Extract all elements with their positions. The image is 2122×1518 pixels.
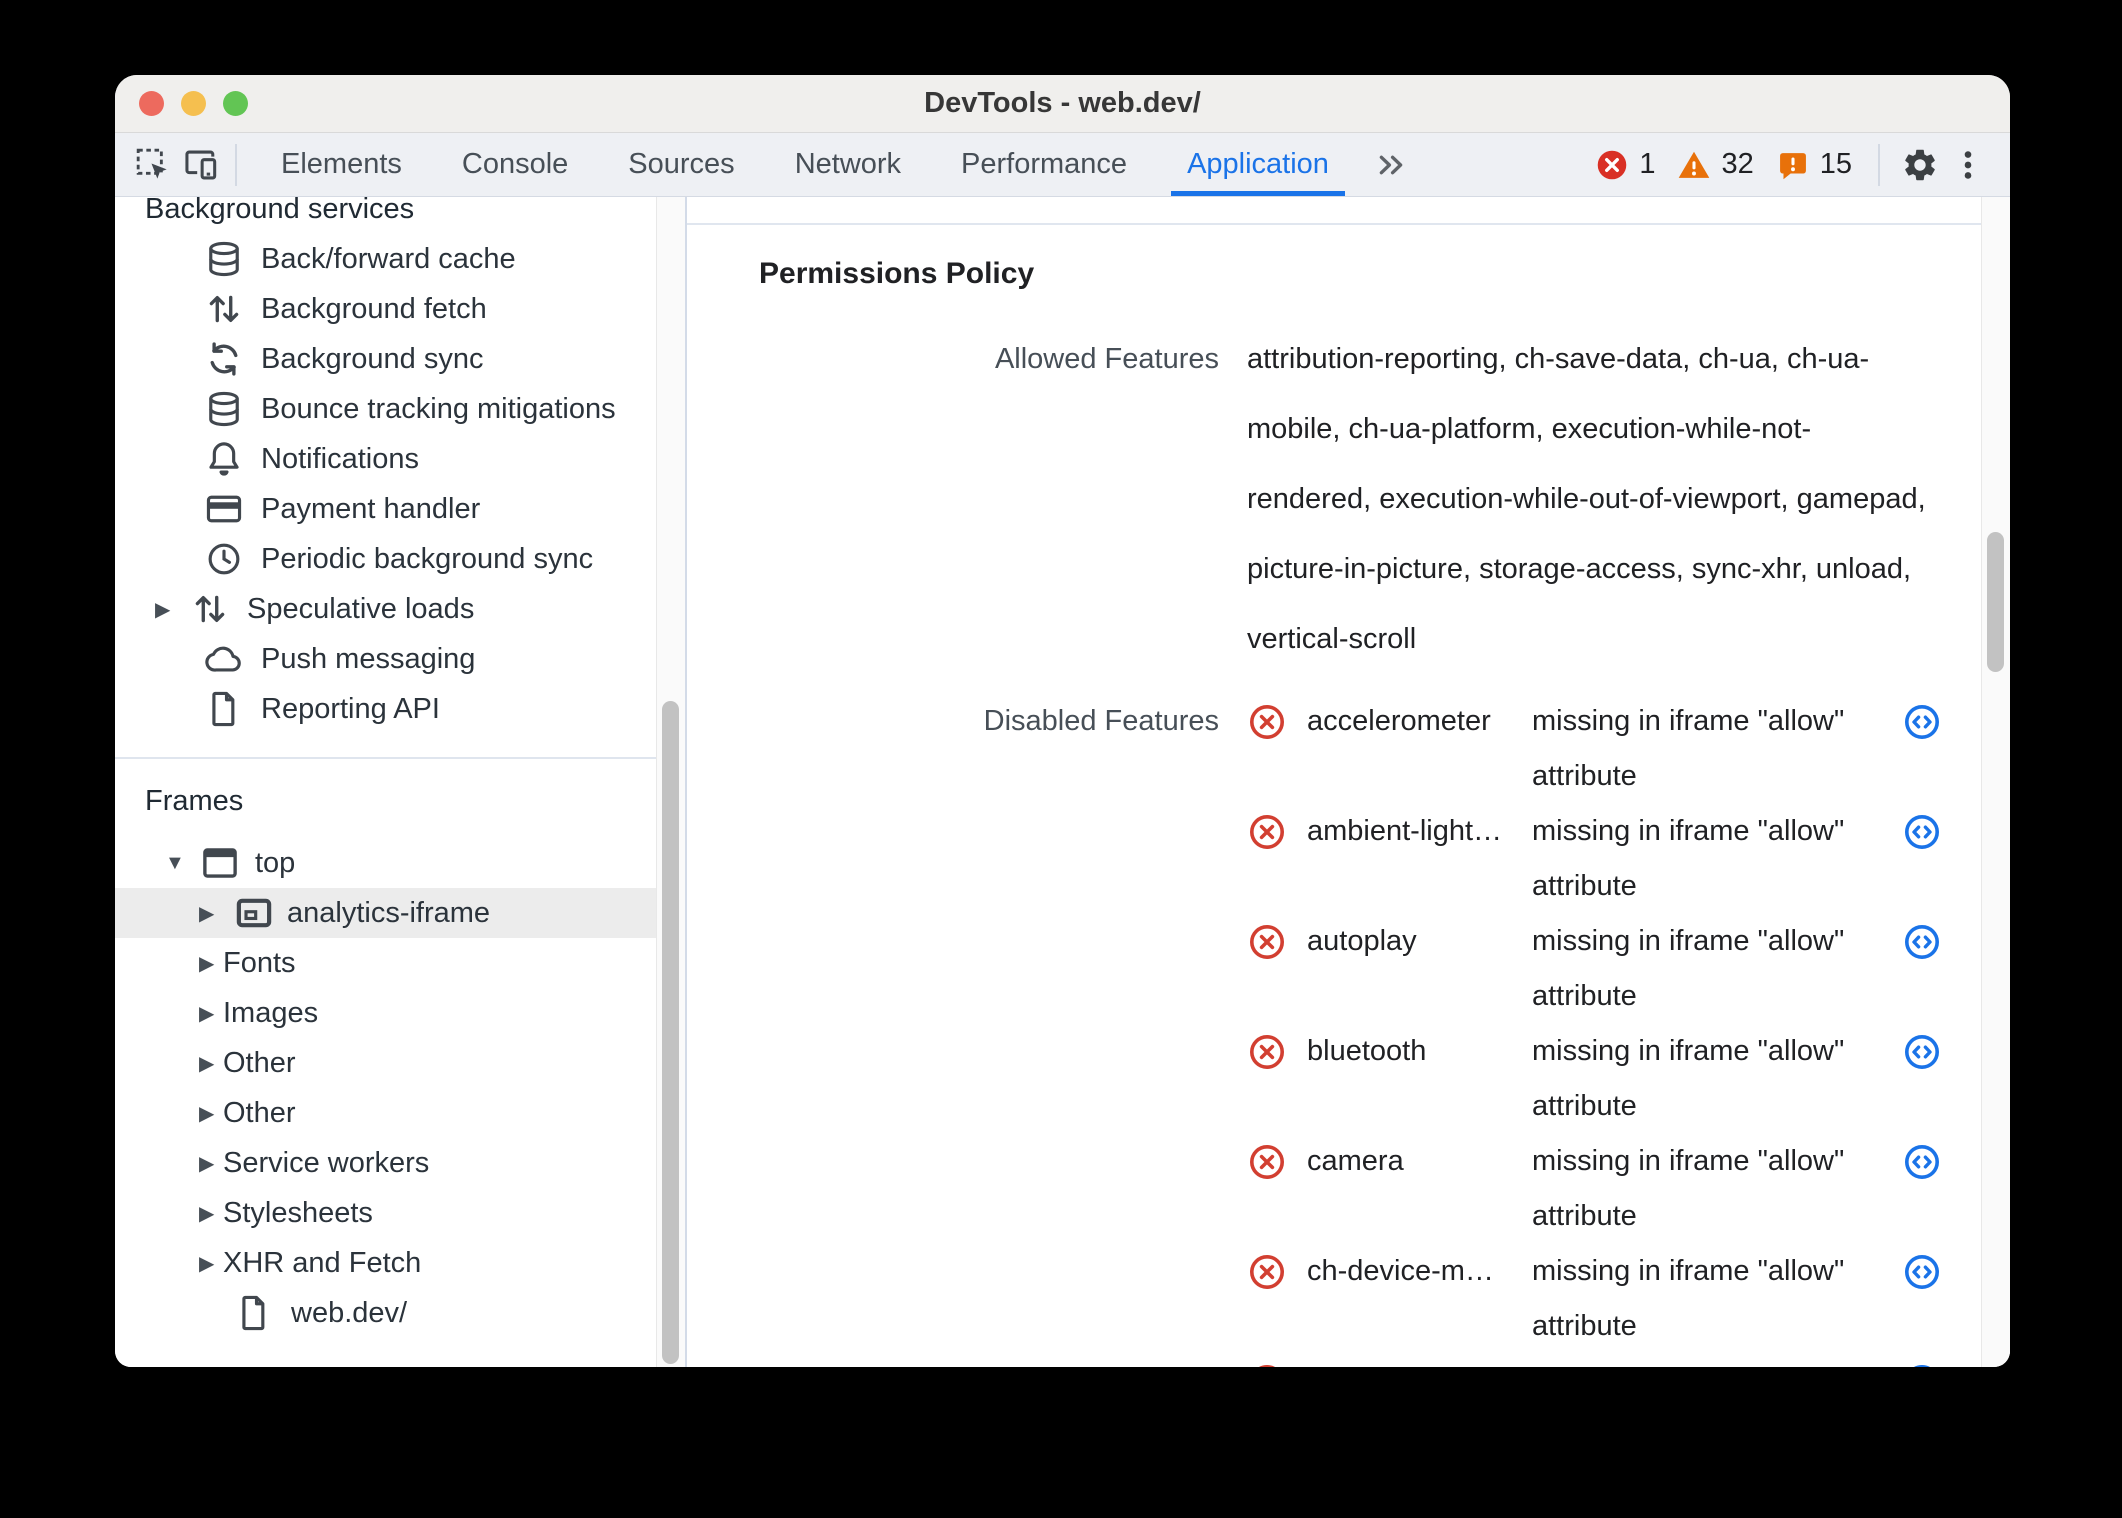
tab-console[interactable]: Console xyxy=(461,148,569,180)
section-header-background-services: Background services xyxy=(145,197,415,225)
blocked-icon xyxy=(1247,702,1287,742)
view-source-icon[interactable] xyxy=(1902,1252,1942,1292)
triangle-right-icon[interactable]: ▶ xyxy=(155,598,171,621)
titlebar[interactable] xyxy=(115,75,2010,133)
error-count-badge[interactable] xyxy=(1595,148,1655,182)
sidebar-item-background-sync[interactable] xyxy=(115,334,685,384)
section-header-frames: Frames xyxy=(145,785,244,817)
sidebar-item-payment-handler[interactable] xyxy=(115,484,685,534)
feature-reason-line: attribute xyxy=(1532,1310,1637,1342)
blocked-icon xyxy=(1247,922,1287,962)
triangle-down-icon[interactable]: ▼ xyxy=(165,851,185,874)
content-scrollbar-thumb[interactable] xyxy=(1987,532,2004,672)
feature-reason-line: attribute xyxy=(1532,1090,1637,1122)
blocked-icon xyxy=(1247,1252,1287,1292)
updown-arrows-icon xyxy=(203,288,245,330)
sidebar-item-notifications[interactable] xyxy=(115,434,685,484)
triangle-right-icon[interactable]: ▶ xyxy=(199,1152,215,1175)
sidebar-item-label: Periodic background sync xyxy=(261,542,594,575)
feature-reason xyxy=(1532,804,1877,914)
blocked-icon xyxy=(1247,1032,1287,1072)
application-sidebar xyxy=(115,197,687,1367)
feature-reason-line: attribute xyxy=(1532,1200,1637,1232)
content-top-strip xyxy=(687,197,2010,225)
tab-performance[interactable]: Performance xyxy=(961,148,1128,180)
frame-tree-item-analytics-iframe[interactable] xyxy=(115,888,685,938)
allowed-features-line: picture-in-picture, storage-access, sync-xhr, unload, xyxy=(1247,553,1912,585)
issues-icon xyxy=(1776,148,1810,182)
triangle-right-icon[interactable]: ▶ xyxy=(199,1002,215,1025)
tree-item-label: XHR and Fetch xyxy=(223,1246,422,1279)
sidebar-item-label: Push messaging xyxy=(261,642,476,675)
inspect-element-button[interactable] xyxy=(129,141,177,189)
issues-count: 15 xyxy=(1819,148,1852,180)
sidebar-item-label: Speculative loads xyxy=(247,592,475,625)
sidebar-item-reporting-api[interactable] xyxy=(115,684,685,734)
disabled-feature-row xyxy=(1247,914,1942,1024)
blocked-icon xyxy=(1247,1142,1287,1182)
cloud-icon xyxy=(203,638,245,680)
sidebar-item-push-messaging[interactable] xyxy=(115,634,685,684)
feature-name: ambient-light… xyxy=(1307,815,1503,847)
sidebar-item-label: Background sync xyxy=(261,342,484,375)
error-icon xyxy=(1595,148,1629,182)
tab-sources[interactable]: Sources xyxy=(628,148,735,180)
sidebar-item-label: Notifications xyxy=(261,442,419,475)
feature-reason-line: attribute xyxy=(1532,870,1637,902)
warning-count-badge[interactable] xyxy=(1677,148,1753,182)
frame-tree-item-other[interactable] xyxy=(115,1088,685,1138)
sidebar-item-label: Reporting API xyxy=(261,692,440,725)
sidebar-item-back-forward-cache[interactable] xyxy=(115,234,685,284)
settings-button[interactable] xyxy=(1896,141,1944,189)
view-source-icon[interactable] xyxy=(1902,812,1942,852)
disabled-features-list xyxy=(1247,694,1942,1367)
triangle-right-icon[interactable]: ▶ xyxy=(199,1102,215,1125)
feature-reason-line: missing in iframe "allow" xyxy=(1532,1145,1845,1177)
view-source-icon[interactable] xyxy=(1902,1362,1942,1367)
device-toolbar-button[interactable] xyxy=(177,141,225,189)
panel-tabs xyxy=(251,133,1359,196)
sidebar-item-speculative-loads[interactable] xyxy=(115,584,685,634)
feature-reason xyxy=(1532,1244,1877,1354)
sidebar-item-periodic-background-sync[interactable] xyxy=(115,534,685,584)
feature-reason-line: missing in iframe "allow" xyxy=(1532,1035,1845,1067)
zoom-button[interactable] xyxy=(223,91,248,116)
triangle-right-icon[interactable]: ▶ xyxy=(199,1052,215,1075)
feature-reason xyxy=(1532,694,1877,804)
frame-tree-item-web-dev-[interactable] xyxy=(115,1288,685,1338)
view-source-icon[interactable] xyxy=(1902,702,1942,742)
allowed-features-value xyxy=(1247,324,1926,674)
triangle-right-icon[interactable]: ▶ xyxy=(199,902,215,925)
tree-item-label: Fonts xyxy=(223,946,296,979)
tree-item-label: analytics-iframe xyxy=(287,896,491,929)
tree-item-label: Other xyxy=(223,1096,296,1129)
frame-tree-item-fonts[interactable] xyxy=(115,938,685,988)
warning-count: 32 xyxy=(1721,148,1754,180)
clock-icon xyxy=(203,538,245,580)
feature-name: accelerometer xyxy=(1307,705,1491,737)
disabled-feature-row xyxy=(1247,1024,1942,1134)
sidebar-scrollbar-thumb[interactable] xyxy=(662,701,679,1364)
view-source-icon[interactable] xyxy=(1902,1142,1942,1182)
warning-icon xyxy=(1677,148,1711,182)
allowed-features-line: vertical-scroll xyxy=(1247,623,1417,655)
toolbar-divider xyxy=(235,144,237,186)
feature-reason-line: missing in iframe "allow" xyxy=(1532,1255,1845,1287)
page-title: Permissions Policy xyxy=(759,257,1035,290)
frame-tree-item-other[interactable] xyxy=(115,1038,685,1088)
feature-reason-line: missing in iframe "allow" xyxy=(1532,705,1845,737)
file-icon xyxy=(203,688,245,730)
file-icon xyxy=(233,1292,275,1334)
view-source-icon[interactable] xyxy=(1902,922,1942,962)
panel-body xyxy=(115,197,2010,1367)
disabled-feature-row xyxy=(1247,804,1942,914)
frame-tree-item-service-workers[interactable] xyxy=(115,1138,685,1188)
minimize-button[interactable] xyxy=(181,91,206,116)
frame-icon xyxy=(199,842,241,884)
feature-name: bluetooth xyxy=(1307,1035,1427,1067)
disabled-feature-row xyxy=(1247,1244,1942,1354)
gear-icon xyxy=(1901,146,1939,184)
allowed-features-label: Allowed Features xyxy=(994,343,1219,375)
feature-name: ch-device-m… xyxy=(1307,1255,1494,1287)
content-scrollbar[interactable] xyxy=(1981,197,2010,1367)
tree-item-label: Images xyxy=(223,996,319,1029)
allowed-features-line: mobile, ch-ua-platform, execution-while-not- xyxy=(1247,413,1812,445)
disabled-features-label: Disabled Features xyxy=(983,705,1219,737)
feature-name: autoplay xyxy=(1307,925,1417,957)
tree-item-label: Service workers xyxy=(223,1146,430,1179)
tab-elements[interactable]: Elements xyxy=(281,148,402,180)
bell-icon xyxy=(203,438,245,480)
blocked-icon xyxy=(1247,812,1287,852)
database-icon xyxy=(203,388,245,430)
toolbar-divider xyxy=(1878,144,1880,186)
sync-icon xyxy=(203,338,245,380)
feature-reason-line: attribute xyxy=(1532,980,1637,1012)
feature-reason-line: attribute xyxy=(1532,760,1637,792)
sidebar-scrollbar[interactable] xyxy=(656,197,685,1367)
tree-item-label: top xyxy=(255,846,296,879)
frame-tree-item-stylesheets[interactable] xyxy=(115,1188,685,1238)
feature-reason xyxy=(1532,1024,1877,1134)
allowed-features-line: rendered, execution-while-out-of-viewport, gamepad, xyxy=(1247,483,1926,515)
devtools-toolbar xyxy=(115,133,2010,197)
sidebar-item-label: Back/forward cache xyxy=(261,242,516,275)
sidebar-item-label: Bounce tracking mitigations xyxy=(261,392,616,425)
more-options-button[interactable] xyxy=(1944,141,1992,189)
frames-tree xyxy=(115,838,685,1338)
frame-tree-item-images[interactable] xyxy=(115,988,685,1038)
feature-reason-line: missing in iframe "allow" xyxy=(1532,815,1845,847)
sidebar-item-background-fetch[interactable] xyxy=(115,284,685,334)
tab-network[interactable]: Network xyxy=(794,148,902,180)
disabled-feature-row xyxy=(1247,694,1942,804)
blocked-icon xyxy=(1247,1362,1287,1367)
tab-application[interactable]: Application xyxy=(1157,133,1359,196)
inspect-icon xyxy=(134,146,172,184)
updown-arrows-icon xyxy=(189,588,231,630)
allowed-features-field xyxy=(759,324,2010,674)
allowed-features-line: attribution-reporting, ch-save-data, ch-ua, ch-ua- xyxy=(1247,343,1870,375)
frame-tree-item-top[interactable] xyxy=(115,838,685,888)
devtools-window xyxy=(115,75,2010,1367)
issues-count-badge[interactable] xyxy=(1776,148,1852,182)
traffic-lights xyxy=(139,91,248,116)
disabled-feature-row xyxy=(1247,1354,1942,1367)
disabled-features-field xyxy=(759,694,2010,1367)
view-source-icon[interactable] xyxy=(1902,1032,1942,1072)
card-icon xyxy=(203,488,245,530)
sidebar-item-label: Payment handler xyxy=(261,492,481,525)
sidebar-item-label: Background fetch xyxy=(261,292,487,325)
device-toolbar-icon xyxy=(182,146,220,184)
frame-tree-item-xhr-and-fetch[interactable] xyxy=(115,1238,685,1288)
window-title: DevTools - web.dev/ xyxy=(924,87,1201,119)
chevron-double-right-icon xyxy=(1375,149,1407,181)
more-tabs-button[interactable] xyxy=(1359,149,1423,181)
toolbar-right xyxy=(1595,141,1992,189)
tree-item-label: web.dev/ xyxy=(291,1296,408,1329)
triangle-right-icon[interactable]: ▶ xyxy=(199,1252,215,1275)
error-count: 1 xyxy=(1639,148,1656,180)
triangle-right-icon[interactable]: ▶ xyxy=(199,1202,215,1225)
sidebar-item-bounce-tracking-mitigations[interactable] xyxy=(115,384,685,434)
kebab-menu-icon xyxy=(1949,146,1987,184)
triangle-right-icon[interactable]: ▶ xyxy=(199,952,215,975)
close-button[interactable] xyxy=(139,91,164,116)
section-divider xyxy=(115,757,685,759)
tree-item-label: Stylesheets xyxy=(223,1196,373,1229)
feature-reason xyxy=(1532,914,1877,1024)
disabled-feature-row xyxy=(1247,1134,1942,1244)
iframe-icon xyxy=(233,892,275,934)
feature-reason-line: missing in iframe "allow" xyxy=(1532,925,1845,957)
feature-reason xyxy=(1532,1134,1877,1244)
tree-item-label: Other xyxy=(223,1046,296,1079)
background-services-list xyxy=(115,234,685,734)
feature-name: camera xyxy=(1307,1145,1404,1177)
database-icon xyxy=(203,238,245,280)
permissions-policy-panel xyxy=(687,197,2010,1367)
